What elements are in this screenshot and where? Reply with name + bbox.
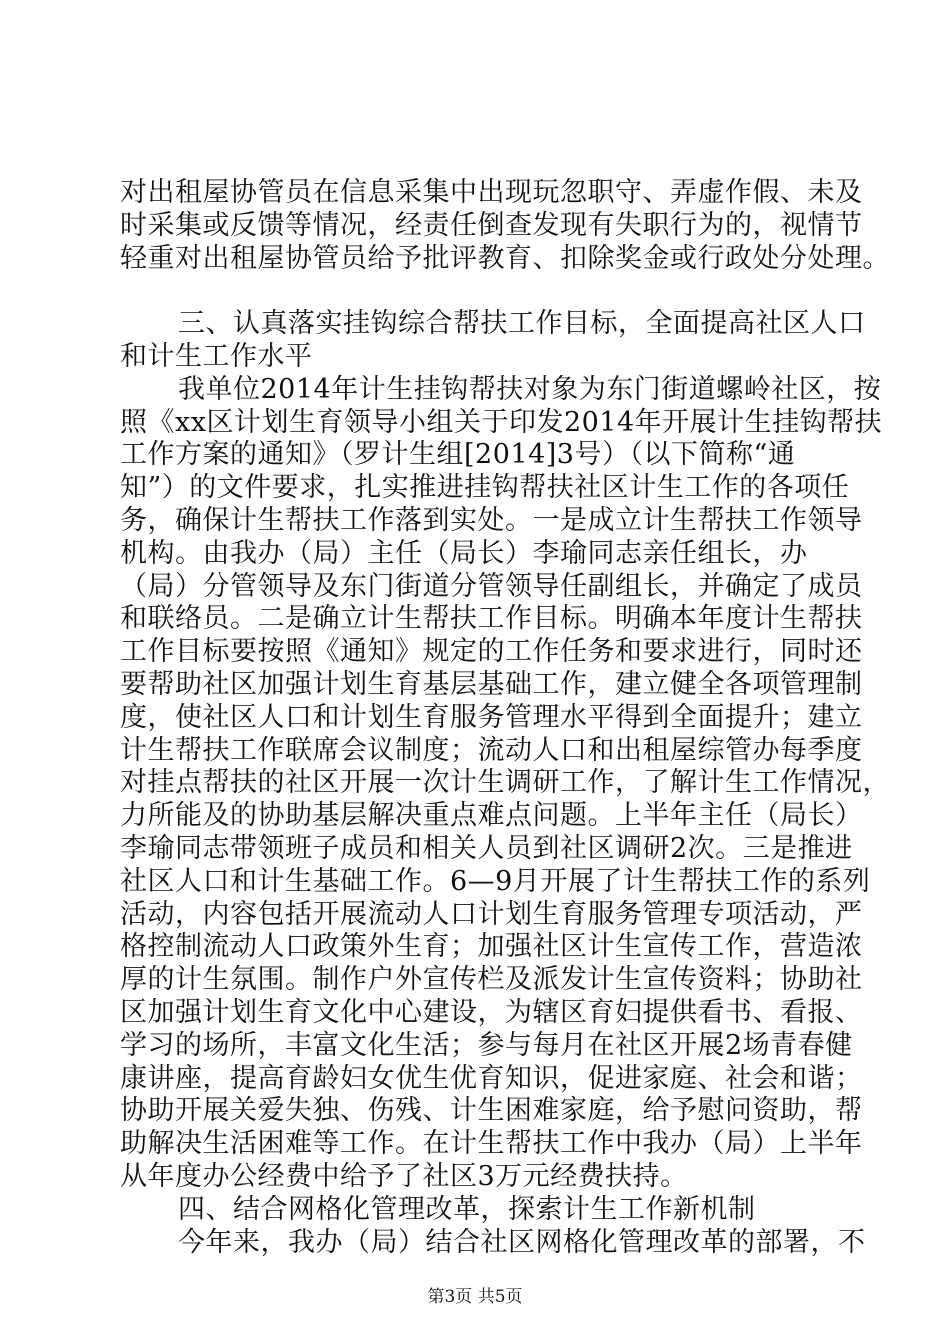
text-line: 助解决生活困难等工作。在计生帮扶工作中我办（局）上半年	[120, 1128, 863, 1160]
text-line: 机构。由我办（局）主任（局长）李瑜同志亲任组长，办	[120, 537, 808, 569]
text-line: 从年度办公经费中给予了社区3万元经费扶持。	[120, 1160, 688, 1192]
text-line: 对出租屋协管员在信息采集中出现玩忽职守、弄虚作假、未及	[120, 177, 863, 208]
text-line: 轻重对出租屋协管员给予批评教育、扣除奖金或行政处分处理。	[120, 242, 890, 274]
text-line: 区加强计划生育文化中心建设，为辖区育妇提供看书、看报、	[120, 996, 863, 1028]
text-line: 康讲座，提高育龄妇女优生优育知识，促进家庭、社会和谐；	[120, 1062, 863, 1094]
text-line: 知”）的文件要求，扎实推进挂钩帮扶社区计生工作的各项任	[120, 472, 850, 504]
section-heading-continued: 和计生工作水平	[120, 340, 313, 372]
text-line: 李瑜同志带领班子成员和相关人员到社区调研2次。三是推进	[120, 832, 853, 864]
text-line: 我单位2014年计生挂钩帮扶对象为东门街道螺岭社区，按	[178, 373, 882, 405]
text-line: 对挂点帮扶的社区开展一次计生调研工作，了解计生工作情况，	[120, 767, 890, 799]
text-line: 和联络员。二是确立计生帮扶工作目标。明确本年度计生帮扶	[120, 603, 863, 635]
text-line: 照《xx区计划生育领导小组关于印发2014年开展计生挂钩帮扶	[120, 406, 883, 438]
text-line: 厚的计生氛围。制作户外宣传栏及派发计生宣传资料；协助社	[120, 964, 863, 996]
text-line: 格控制流动人口政策外生育；加强社区计生宣传工作，营造浓	[120, 931, 863, 963]
text-line: 力所能及的协助基层解决重点难点问题。上半年主任（局长）	[120, 800, 863, 832]
text-line: 工作方案的通知》（罗计生组[2014]3号）（以下简称“通	[120, 439, 796, 471]
text-line: 时采集或反馈等情况，经责任倒查发现有失职行为的，视情节	[120, 209, 863, 241]
text-line: 务，确保计生帮扶工作落到实处。一是成立计生帮扶工作领导	[120, 504, 863, 536]
text-line: 学习的场所，丰富文化生活；参与每月在社区开展2场青春健	[120, 1029, 853, 1061]
text-line: 度，使社区人口和计划生育服务管理水平得到全面提升；建立	[120, 701, 863, 733]
text-line: 计生帮扶工作联席会议制度；流动人口和出租屋综管办每季度	[120, 734, 863, 766]
text-line: 今年来，我办（局）结合社区网格化管理改革的部署，不	[178, 1226, 866, 1258]
section-heading: 三、认真落实挂钩综合帮扶工作目标，全面提高社区人口	[178, 308, 866, 340]
document-body	[120, 177, 890, 1259]
text-line: 工作目标要按照《通知》规定的工作任务和要求进行，同时还	[120, 636, 863, 668]
text-line: 活动，内容包括开展流动人口计划生育服务管理专项活动，严	[120, 898, 863, 930]
text-line: （局）分管领导及东门街道分管领导任副组长，并确定了成员	[120, 570, 863, 602]
text-line: 协助开展关爱失独、伤残、计生困难家庭，给予慰问资助，帮	[120, 1095, 863, 1127]
page-number-footer: 第3页 共5页	[427, 1287, 523, 1307]
text-line: 社区人口和计生基础工作。6—9月开展了计生帮扶工作的系列	[120, 865, 871, 897]
paragraph-gap	[120, 275, 840, 308]
section-heading: 四、结合网格化管理改革，探索计生工作新机制	[178, 1193, 756, 1225]
text-line: 要帮助社区加强计划生育基层基础工作，建立健全各项管理制	[120, 668, 863, 700]
